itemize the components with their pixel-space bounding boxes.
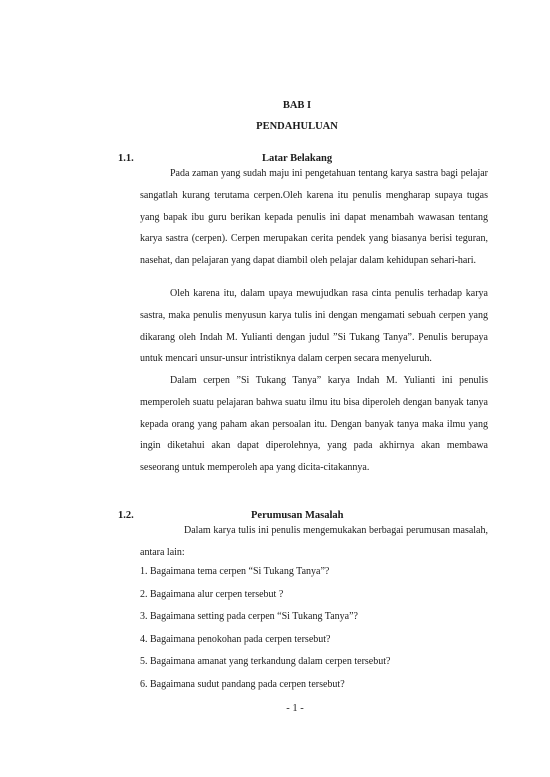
paragraph: Dalam cerpen ”Si Tukang Tanya” karya Indah M. Yulianti ini penulis memperoleh suatu pelajaran bahwa suatu ilmu itu bisa diperoleh dengan banyak tanya kepada orang yang paham akan persoalan itu. Dengan banyak tanya maka ilmu yang ingin diketahui akan dapat diperolehnya, yang pada akhirnya akan membawa seseorang untuk memperoleh apa yang dicita-citakannya.: [140, 375, 488, 474]
list-item: 4. Bagaimana penokohan pada cerpen tersebut?: [140, 633, 331, 645]
paragraph: Pada zaman yang sudah maju ini pengetahuan tentang karya sastra bagi pelajar sangatlah kurang terutama cerpen.Oleh karena itu penulis mengharap supaya tugas yang bapak ibu guru berikan kepada penulis ini dapat menambah wawasan tentang karya sastra (cerpen). Cerpen merupakan cerita pendek yang biasanya berisi teguran, nasehat, dan pelajaran yang dapat diambil oleh pelajar dalam kehidupan sehari-hari.: [140, 168, 488, 267]
paragraph: Oleh karena itu, dalam upaya mewujudkan rasa cinta penulis terhadap karya sastra, maka penulis menyusun karya tulis ini dengan mengamati sebuah cerpen yang dikarang oleh Indah M. Yulianti dengan judul ”Si Tukang Tanya”. Penulis berupaya untuk mencari unsur-unsur intristiknya dalam cerpen secara menyeluruh.: [140, 288, 488, 365]
list-item: 2. Bagaimana alur cerpen tersebut ?: [140, 588, 284, 600]
section-title: Latar Belakang: [262, 153, 333, 164]
list-item: 3. Bagaimana setting pada cerpen “Si Tukang Tanya”?: [140, 611, 358, 623]
chapter-title: PENDAHULUAN: [256, 121, 338, 132]
list-item: 6. Bagaimana sudut pandang pada cerpen tersebut?: [140, 678, 345, 690]
list-item: 1. Bagaimana tema cerpen “Si Tukang Tanya”?: [140, 566, 330, 577]
section-number: 1.1.: [118, 153, 134, 164]
question-list: [140, 563, 390, 699]
chapter-label: BAB I: [282, 100, 312, 111]
paragraph: Dalam karya tulis ini penulis mengemukakan berbagai perumusan masalah, antara lain:: [140, 525, 488, 558]
page-number: - 1 -: [286, 703, 304, 714]
list-item: 5. Bagaimana amanat yang terkandung dalam cerpen tersebut?: [140, 656, 391, 668]
section-title: Perumusan Masalah: [251, 510, 344, 521]
section-number: 1.2.: [118, 510, 134, 521]
